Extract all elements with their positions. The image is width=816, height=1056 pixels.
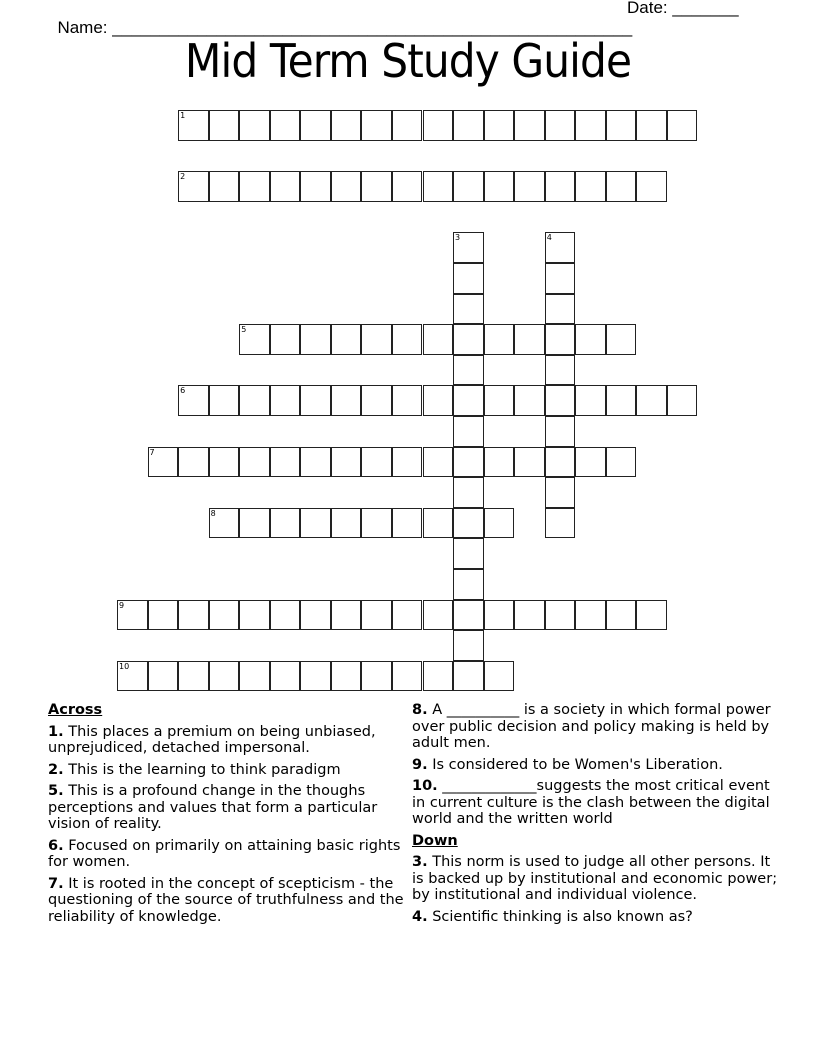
clue-text: This norm is used to judge all other persons. It is backed up by institutional and economic power; by institutional and individual violence. bbox=[412, 854, 778, 903]
grid-cell[interactable] bbox=[453, 630, 484, 661]
clue-number: 6. bbox=[48, 837, 64, 854]
grid-cell[interactable] bbox=[484, 508, 515, 539]
grid-cell[interactable] bbox=[361, 385, 392, 416]
grid-cell[interactable] bbox=[117, 661, 148, 692]
grid-cell[interactable] bbox=[392, 385, 423, 416]
grid-cell[interactable] bbox=[545, 232, 576, 263]
grid-cell[interactable] bbox=[148, 661, 179, 692]
grid-cell[interactable] bbox=[453, 385, 484, 416]
clue-number: 3. bbox=[412, 854, 428, 870]
grid-cell[interactable] bbox=[636, 110, 667, 141]
grid-cell[interactable] bbox=[606, 324, 637, 355]
grid-cell[interactable] bbox=[239, 508, 270, 539]
grid-cell[interactable] bbox=[361, 600, 392, 631]
grid-cell[interactable] bbox=[423, 110, 454, 141]
grid-cell[interactable] bbox=[484, 385, 515, 416]
grid-cell[interactable] bbox=[423, 385, 454, 416]
grid-cell[interactable] bbox=[667, 385, 698, 416]
grid-cell[interactable] bbox=[514, 324, 545, 355]
clue-text: This is the learning to think paradigm bbox=[63, 761, 341, 778]
clue-across-7 bbox=[48, 876, 408, 926]
grid-cell[interactable] bbox=[300, 385, 331, 416]
grid-cell[interactable] bbox=[331, 171, 362, 202]
grid-cell[interactable] bbox=[545, 110, 576, 141]
grid-cell[interactable] bbox=[361, 447, 392, 478]
grid-cell[interactable] bbox=[545, 385, 576, 416]
grid-cell[interactable] bbox=[361, 661, 392, 692]
clue-number: 2. bbox=[48, 761, 64, 778]
clue-number: 5. bbox=[48, 783, 64, 799]
grid-cell[interactable] bbox=[239, 171, 270, 202]
grid-cell[interactable] bbox=[239, 385, 270, 416]
grid-cell[interactable] bbox=[300, 600, 331, 631]
grid-cell[interactable] bbox=[392, 600, 423, 631]
grid-cell[interactable] bbox=[453, 569, 484, 600]
grid-cell[interactable] bbox=[575, 447, 606, 478]
clue-number-label: 3 bbox=[455, 233, 461, 243]
grid-cell[interactable] bbox=[270, 447, 301, 478]
grid-cell[interactable] bbox=[484, 661, 515, 692]
grid-cell[interactable] bbox=[545, 324, 576, 355]
grid-cell[interactable] bbox=[606, 110, 637, 141]
grid-cell[interactable] bbox=[423, 324, 454, 355]
grid-cell[interactable] bbox=[453, 477, 484, 508]
grid-cell[interactable] bbox=[423, 171, 454, 202]
grid-cell[interactable] bbox=[453, 263, 484, 294]
grid-cell[interactable] bbox=[545, 355, 576, 386]
clue-text: Is considered to be Women's Liberation. bbox=[427, 756, 723, 773]
grid-cell[interactable] bbox=[331, 385, 362, 416]
grid-cell[interactable] bbox=[178, 600, 209, 631]
grid-cell[interactable] bbox=[606, 447, 637, 478]
grid-cell[interactable] bbox=[545, 416, 576, 447]
grid-cell[interactable] bbox=[178, 171, 209, 202]
grid-cell[interactable] bbox=[178, 447, 209, 478]
grid-cell[interactable] bbox=[423, 661, 454, 692]
grid-cell[interactable] bbox=[484, 600, 515, 631]
grid-cell[interactable] bbox=[178, 110, 209, 141]
grid-cell[interactable] bbox=[392, 661, 423, 692]
grid-cell[interactable] bbox=[453, 600, 484, 631]
grid-cell[interactable] bbox=[514, 385, 545, 416]
clue-number-label: 8 bbox=[210, 508, 216, 518]
grid-cell[interactable] bbox=[209, 171, 240, 202]
grid-cell[interactable] bbox=[331, 661, 362, 692]
grid-cell[interactable] bbox=[545, 447, 576, 478]
grid-cell[interactable] bbox=[575, 110, 606, 141]
grid-cell[interactable] bbox=[300, 171, 331, 202]
grid-cell[interactable] bbox=[331, 508, 362, 539]
grid-cell[interactable] bbox=[453, 508, 484, 539]
grid-cell[interactable] bbox=[484, 171, 515, 202]
date-field[interactable]: Date: _______ bbox=[627, 0, 739, 17]
clue-across-5 bbox=[48, 783, 408, 833]
grid-cell[interactable] bbox=[178, 385, 209, 416]
grid-cell[interactable] bbox=[423, 600, 454, 631]
grid-cell[interactable] bbox=[636, 600, 667, 631]
grid-cell[interactable] bbox=[453, 416, 484, 447]
clue-across-8 bbox=[412, 702, 778, 752]
grid-cell[interactable] bbox=[545, 508, 576, 539]
grid-cell[interactable] bbox=[331, 447, 362, 478]
grid-cell[interactable] bbox=[361, 171, 392, 202]
grid-cell[interactable] bbox=[453, 447, 484, 478]
clue-across-1 bbox=[48, 724, 408, 757]
grid-cell[interactable] bbox=[453, 538, 484, 569]
grid-cell[interactable] bbox=[361, 508, 392, 539]
clue-number-label: 6 bbox=[180, 386, 186, 396]
grid-cell[interactable] bbox=[209, 385, 240, 416]
clue-across-6 bbox=[48, 838, 408, 871]
grid-cell[interactable] bbox=[423, 508, 454, 539]
grid-cell[interactable] bbox=[484, 324, 515, 355]
clue-number: 9. bbox=[412, 756, 428, 773]
clue-text: Scientific thinking is also known as? bbox=[427, 908, 693, 925]
clue-number-label: 2 bbox=[180, 172, 186, 182]
grid-cell[interactable] bbox=[545, 294, 576, 325]
grid-cell[interactable] bbox=[453, 294, 484, 325]
grid-cell[interactable] bbox=[270, 508, 301, 539]
grid-cell[interactable] bbox=[209, 110, 240, 141]
grid-cell[interactable] bbox=[331, 110, 362, 141]
clue-number-label: 10 bbox=[119, 661, 130, 671]
grid-cell[interactable] bbox=[270, 110, 301, 141]
grid-cell[interactable] bbox=[606, 600, 637, 631]
grid-cell[interactable] bbox=[239, 110, 270, 141]
clue-number: 8. bbox=[412, 702, 428, 718]
grid-cell[interactable] bbox=[453, 324, 484, 355]
clue-across-2 bbox=[48, 762, 408, 779]
clues-left-column bbox=[48, 702, 408, 930]
grid-cell[interactable] bbox=[453, 232, 484, 263]
down-heading: Down bbox=[412, 832, 458, 849]
grid-cell[interactable] bbox=[392, 508, 423, 539]
grid-cell[interactable] bbox=[209, 447, 240, 478]
grid-cell[interactable] bbox=[423, 447, 454, 478]
grid-cell[interactable] bbox=[453, 661, 484, 692]
clue-number: 4. bbox=[412, 908, 428, 925]
clue-across-9 bbox=[412, 757, 778, 774]
grid-cell[interactable] bbox=[575, 171, 606, 202]
clue-across-10 bbox=[412, 778, 778, 828]
grid-cell[interactable] bbox=[453, 355, 484, 386]
grid-cell[interactable] bbox=[606, 171, 637, 202]
grid-cell[interactable] bbox=[209, 508, 240, 539]
grid-cell[interactable] bbox=[300, 110, 331, 141]
name-field[interactable]: Name: _______________________________________________________ bbox=[57, 18, 633, 37]
grid-cell[interactable] bbox=[575, 324, 606, 355]
grid-cell[interactable] bbox=[270, 385, 301, 416]
clue-down-3 bbox=[412, 854, 778, 904]
grid-cell[interactable] bbox=[453, 171, 484, 202]
clue-number-label: 4 bbox=[546, 233, 552, 243]
clues-right-column bbox=[412, 702, 778, 930]
clue-down-4 bbox=[412, 909, 778, 926]
clue-number: 7. bbox=[48, 875, 64, 892]
grid-cell[interactable] bbox=[209, 600, 240, 631]
grid-cell[interactable] bbox=[270, 324, 301, 355]
clue-number: 10. bbox=[412, 778, 438, 794]
grid-cell[interactable] bbox=[514, 600, 545, 631]
grid-cell[interactable] bbox=[575, 385, 606, 416]
grid-cell[interactable] bbox=[270, 600, 301, 631]
grid-cell[interactable] bbox=[361, 324, 392, 355]
grid-cell[interactable] bbox=[209, 661, 240, 692]
clue-text: This is a profound change in the thoughs perceptions and values that form a particular vision of reality. bbox=[48, 783, 378, 832]
grid-cell[interactable] bbox=[239, 661, 270, 692]
clue-number-label: 5 bbox=[241, 325, 247, 335]
clue-number-label: 9 bbox=[119, 600, 125, 610]
grid-cell[interactable] bbox=[667, 110, 698, 141]
grid-cell[interactable] bbox=[392, 447, 423, 478]
grid-cell[interactable] bbox=[484, 110, 515, 141]
grid-cell[interactable] bbox=[392, 171, 423, 202]
grid-cell[interactable] bbox=[148, 447, 179, 478]
clue-number-label: 7 bbox=[149, 447, 155, 457]
clue-text: It is rooted in the concept of scepticism - the questioning of the source of truthfulness and the reliability of knowledge. bbox=[48, 875, 404, 925]
grid-cell[interactable] bbox=[514, 110, 545, 141]
grid-cell[interactable] bbox=[545, 477, 576, 508]
grid-cell[interactable] bbox=[239, 324, 270, 355]
grid-cell[interactable] bbox=[392, 324, 423, 355]
grid-cell[interactable] bbox=[270, 171, 301, 202]
grid-cell[interactable] bbox=[270, 661, 301, 692]
grid-cell[interactable] bbox=[484, 447, 515, 478]
grid-cell[interactable] bbox=[606, 385, 637, 416]
clue-text: Focused on primarily on attaining basic rights for women. bbox=[48, 837, 401, 870]
clue-text: A __________ is a society in which formal power over public decision and policy making is held by adult men. bbox=[412, 702, 771, 751]
clue-number-label: 1 bbox=[180, 111, 186, 120]
grid-cell[interactable] bbox=[239, 600, 270, 631]
grid-cell[interactable] bbox=[117, 600, 148, 631]
grid-cell[interactable] bbox=[361, 110, 392, 141]
grid-cell[interactable] bbox=[300, 661, 331, 692]
grid-cell[interactable] bbox=[300, 324, 331, 355]
across-heading: Across bbox=[48, 702, 103, 718]
grid-cell[interactable] bbox=[331, 324, 362, 355]
grid-cell[interactable] bbox=[575, 600, 606, 631]
grid-cell[interactable] bbox=[636, 385, 667, 416]
page-title: Mid Term Study Guide bbox=[184, 34, 632, 88]
grid-cell[interactable] bbox=[545, 263, 576, 294]
clue-text: This places a premium on being unbiased, unprejudiced, detached impersonal. bbox=[48, 723, 376, 756]
grid-cell[interactable] bbox=[331, 600, 362, 631]
grid-cell[interactable] bbox=[545, 171, 576, 202]
grid-cell[interactable] bbox=[514, 171, 545, 202]
grid-cell[interactable] bbox=[300, 447, 331, 478]
grid-cell[interactable] bbox=[178, 661, 209, 692]
grid-cell[interactable] bbox=[239, 447, 270, 478]
grid-cell[interactable] bbox=[392, 110, 423, 141]
grid-cell[interactable] bbox=[148, 600, 179, 631]
grid-cell[interactable] bbox=[514, 447, 545, 478]
grid-cell[interactable] bbox=[545, 600, 576, 631]
grid-cell[interactable] bbox=[300, 508, 331, 539]
clue-number: 1. bbox=[48, 723, 64, 740]
grid-cell[interactable] bbox=[453, 110, 484, 141]
clue-text: _____________suggests the most critical event in current culture is the clash between the digital world and the written world bbox=[412, 778, 770, 827]
grid-cell[interactable] bbox=[636, 171, 667, 202]
